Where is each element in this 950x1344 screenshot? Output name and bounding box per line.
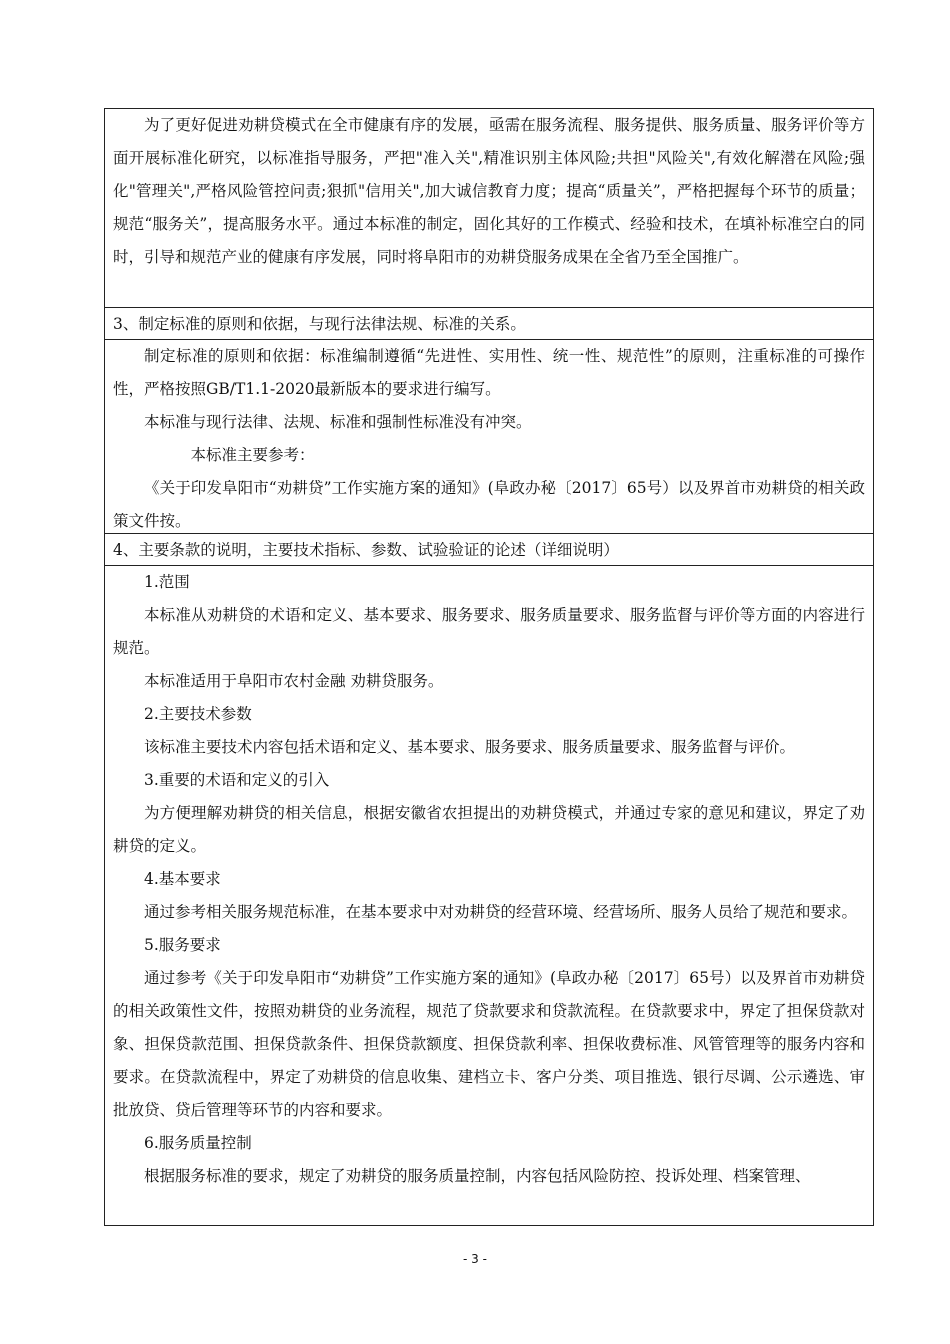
section3-heading-cell [105, 308, 873, 340]
paragraph: 制定标准的原则和依据：标准编制遵循“先进性、实用性、统一性、规范性”的原则，注重标准的可操作性，严格按照GB/T1.1-2020最新版本的要求进行编写。 [113, 347, 865, 398]
intro-cell [105, 109, 873, 308]
subheading: 1.范围 [144, 573, 190, 591]
paragraph: 通过参考相关服务规范标准，在基本要求中对劝耕贷的经营环境、经营场所、服务人员给了规范和要求。 [144, 903, 858, 921]
subheading: 3.重要的术语和定义的引入 [144, 771, 330, 789]
subheading: 2.主要技术参数 [144, 705, 252, 723]
section3-content-cell [105, 340, 873, 534]
section-heading: 3、制定标准的原则和依据，与现行法律法规、标准的关系。 [113, 315, 526, 333]
section4-content-cell [105, 566, 873, 1226]
paragraph: 为方便理解劝耕贷的相关信息，根据安徽省农担提出的劝耕贷模式，并通过专家的意见和建议，界定了劝耕贷的定义。 [113, 804, 865, 855]
subheading: 6.服务质量控制 [144, 1134, 252, 1152]
document-table [104, 108, 874, 1226]
paragraph: 通过参考《关于印发阜阳市“劝耕贷”工作实施方案的通知》(阜政办秘〔2017〕65号）以及界首市劝耕贷的相关政策性文件，按照劝耕贷的业务流程，规范了贷款要求和贷款流程。在贷款要求中，界定了担保贷款对象、担保贷款范围、担保贷款条件、担保贷款额度、担保贷款利率、担保收费标准、风管管理等的服务内容和要求。在贷款流程中，界定了劝耕贷的信息收集、建档立卡、客户分类、项目推选、银行尽调、公示遴选、审批放贷、贷后管理等环节的内容和要求。 [113, 969, 865, 1119]
page-number: - 3 - [463, 1252, 487, 1266]
paragraph: 本标准与现行法律、法规、标准和强制性标准没有冲突。 [144, 413, 532, 431]
paragraph: 为了更好促进劝耕贷模式在全市健康有序的发展，亟需在服务流程、服务提供、服务质量、服务评价等方面开展标准化研究，以标准指导服务，严把"准入关",精准识别主体风险;共担"风险关",有效化解潜在风险;强化"管理关",严格风险管控问责;狠抓"信用关",加大诚信教育力度；提高“质量关”，严格把握每个环节的质量；规范“服务关”，提高服务水平。通过本标准的制定，固化其好的工作模式、经验和技术，在填补标准空白的同时，引导和规范产业的健康有序发展，同时将阜阳市的劝耕贷服务成果在全省乃至全国推广。 [113, 116, 865, 266]
paragraph: 本标准主要参考： [190, 446, 315, 464]
section4-heading-cell [105, 534, 873, 566]
section-heading: 4、主要条款的说明，主要技术指标、参数、试验验证的论述（详细说明） [113, 541, 619, 559]
paragraph: 根据服务标准的要求，规定了劝耕贷的服务质量控制，内容包括风险防控、投诉处理、档案管理、 [144, 1167, 811, 1185]
subheading: 5.服务要求 [144, 936, 221, 954]
paragraph: 该标准主要技术内容包括术语和定义、基本要求、服务要求、服务质量要求、服务监督与评价。 [144, 738, 796, 756]
paragraph: 本标准适用于阜阳市农村金融 劝耕贷服务。 [144, 672, 444, 690]
subheading: 4.基本要求 [144, 870, 221, 888]
paragraph: 《关于印发阜阳市“劝耕贷”工作实施方案的通知》(阜政办秘〔2017〕65号）以及界首市劝耕贷的相关政策文件按。 [113, 479, 865, 530]
paragraph: 本标准从劝耕贷的术语和定义、基本要求、服务要求、服务质量要求、服务监督与评价等方面的内容进行规范。 [113, 606, 865, 657]
